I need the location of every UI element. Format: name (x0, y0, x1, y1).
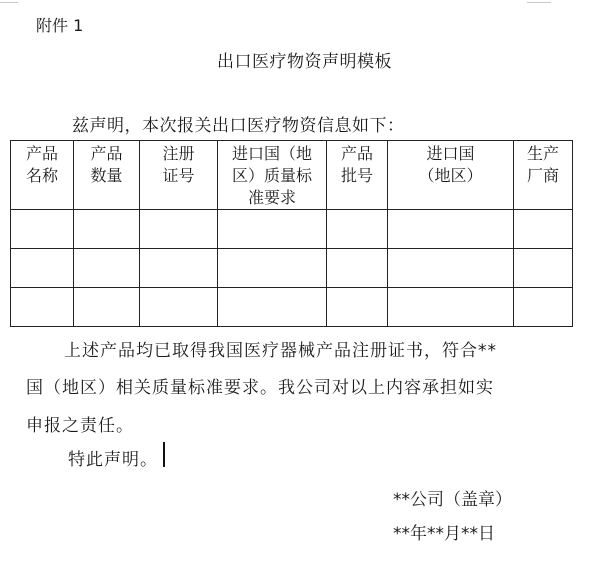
table-cell[interactable] (218, 249, 327, 288)
margin-mark-right (527, 2, 551, 3)
intro-text: 兹声明，本次报关出口医疗物资信息如下： (72, 116, 405, 136)
header-registration-number: 注册 证号 (140, 141, 218, 210)
header-manufacturer: 生产 厂商 (514, 141, 573, 210)
table-cell[interactable] (140, 249, 218, 288)
header-quality-standard: 进口国（地 区）质量标 准要求 (218, 141, 327, 210)
table-cell[interactable] (218, 288, 327, 327)
table-cell[interactable] (74, 288, 140, 327)
header-product-name: 产品 名称 (11, 141, 74, 210)
table-cell[interactable] (514, 210, 573, 249)
company-seal-line: **公司（盖章） (393, 490, 512, 510)
table-cell[interactable] (514, 249, 573, 288)
attachment-label: 附件 1 (36, 16, 84, 35)
table-cell[interactable] (74, 249, 140, 288)
table-cell[interactable] (388, 249, 514, 288)
margin-mark-left (0, 2, 18, 3)
statement-line-1: 上述产品均已取得我国医疗器械产品注册证书，符合** (64, 341, 497, 361)
table-cell[interactable] (327, 288, 388, 327)
table-cell[interactable] (74, 210, 140, 249)
table-cell[interactable] (218, 210, 327, 249)
header-import-country: 进口国 （地区） (388, 141, 514, 210)
document-title: 出口医疗物资声明模板 (217, 52, 392, 72)
table-cell[interactable] (11, 288, 74, 327)
table-cell[interactable] (388, 288, 514, 327)
date-line: **年**月**日 (393, 524, 495, 544)
goods-info-table (10, 140, 573, 327)
table-header-row (11, 141, 573, 210)
statement-line-3: 申报之责任。 (26, 416, 134, 436)
table-cell[interactable] (140, 210, 218, 249)
statement-line-2: 国（地区）相关质量标准要求。我公司对以上内容承担如实 (26, 378, 494, 398)
table-row (11, 288, 573, 327)
table-cell[interactable] (327, 249, 388, 288)
table-cell[interactable] (388, 210, 514, 249)
header-batch-number: 产品 批号 (327, 141, 388, 210)
table-cell[interactable] (514, 288, 573, 327)
table-row (11, 210, 573, 249)
text-cursor (163, 442, 165, 467)
table-cell[interactable] (327, 210, 388, 249)
header-product-quantity: 产品 数量 (74, 141, 140, 210)
declaration-text: 特此声明。 (68, 450, 158, 470)
table-cell[interactable] (11, 210, 74, 249)
table-cell[interactable] (140, 288, 218, 327)
table-cell[interactable] (11, 249, 74, 288)
table-row (11, 249, 573, 288)
